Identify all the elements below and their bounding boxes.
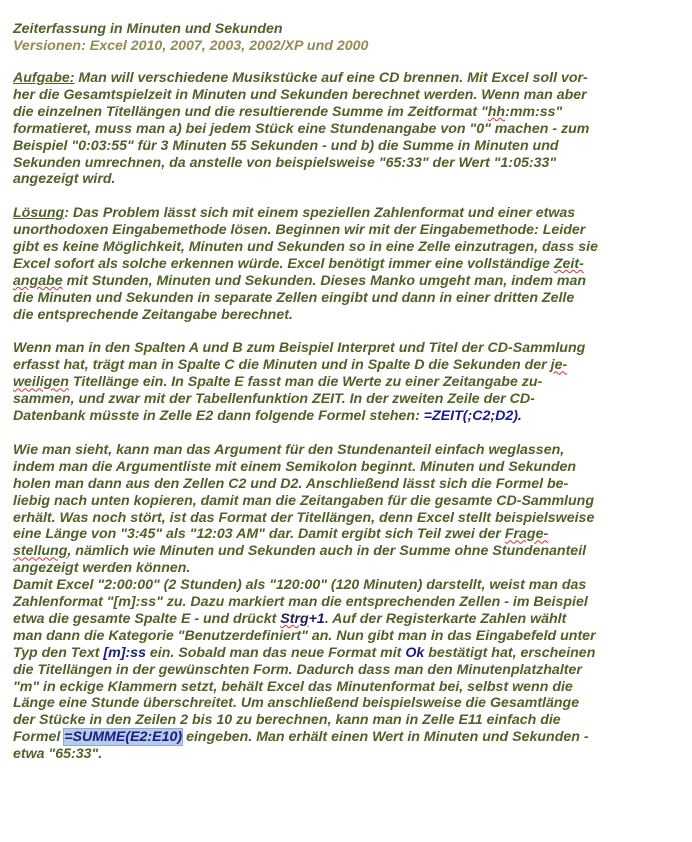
shortcut-key: +1 <box>308 610 325 627</box>
paragraph-gap <box>13 188 673 205</box>
text-line <box>13 273 673 290</box>
text-line: die entsprechende Zeitangabe berechnet. <box>13 306 293 323</box>
text-line: der Stücke in den Zeilen 2 bis 10 zu berechnen, kann man in Zelle E11 einfach die <box>13 712 561 729</box>
text-line: angezeigt wird. <box>13 171 116 188</box>
zeit-paragraph <box>13 340 673 425</box>
text-line: etwa "65:33". <box>13 746 103 763</box>
text-run: etwa die gesamte Spalte E - und drückt <box>13 610 281 627</box>
aufgabe-paragraph <box>13 70 673 188</box>
text-run: erfasst hat, trägt man in Spalte C die Minuten und in Spalte D die Sekunden der <box>13 357 551 374</box>
text-line: indem man die Argumentliste mit einem Semikolon beginnt. Minuten und Sekunden <box>13 458 577 475</box>
text-line: man dann die Kategorie "Benutzerdefiniert" an. Nun gibt man in das Eingabefeld unter <box>13 627 596 644</box>
text-line: erhält. Was noch stört, ist das Format der Titellängen, denn Excel stellt beispielsweise <box>13 509 595 526</box>
text-line: Damit Excel "2:00:00" (2 Stunden) als "120:00" (120 Minuten) darstellt, weist man das <box>13 577 587 594</box>
text-line <box>13 374 673 391</box>
spellcheck-word: stellung <box>13 543 68 560</box>
text-line: Länge eine Stunde überschreitet. Um anschließend beispielsweise die Gesamtlänge <box>13 695 580 712</box>
paragraph-gap <box>13 324 673 341</box>
shortcut-key: Strg <box>280 610 309 627</box>
text-run: , nämlich wie Minuten und Sekunden auch in der Summe ohne Stundenanteil <box>67 543 587 560</box>
format-code: [m]:ss <box>103 644 146 661</box>
loesung-paragraph <box>13 205 673 323</box>
text-line <box>13 408 673 425</box>
spellcheck-word: Frage- <box>504 526 549 543</box>
spellcheck-word: weiligen <box>13 374 69 391</box>
text-run: ein. Sobald man das neue Format mit <box>145 644 406 661</box>
text-line <box>13 357 673 374</box>
text-line <box>13 645 673 662</box>
text-run: Datenbank müsste in Zelle E2 dann folgende Formel stehen: <box>13 408 424 425</box>
document-title: Zeiterfassung in Minuten und Sekunden <box>13 21 283 37</box>
text-line: holen man dann aus den Zellen C2 und D2. Anschließend lässt sich die Formel be- <box>13 475 569 492</box>
document-subtitle: Versionen: Excel 2010, 2007, 2003, 2002/XP und 2000 <box>13 38 369 54</box>
format-paragraph <box>13 442 673 763</box>
text-run: bestätigt hat, erscheinen <box>424 644 596 661</box>
text-line: angezeigt werden können. <box>13 560 191 577</box>
zeit-formula: =ZEIT(;C2;D2). <box>423 408 522 425</box>
text-line: "m" in eckige Klammern setzt, behält Excel das Minutenformat bei, selbst wenn die <box>13 678 573 695</box>
aufgabe-heading: Aufgabe: <box>13 70 75 86</box>
text-run: Excel sofort als solche erkennen würde. Excel benötigt immer eine vollständige <box>13 255 554 272</box>
text-line: formatieret, muss man a) bei jedem Stück eine Stundenangabe von "0" machen - zum <box>13 120 590 137</box>
text-line <box>13 526 673 543</box>
paragraph-gap <box>13 425 673 442</box>
text-line <box>13 543 673 560</box>
text-line: unorthodoxen Eingabemethode lösen. Beginnen wir mit der Eingabemethode: Leider <box>13 222 586 239</box>
text-run: mit Stunden, Minuten und Sekunden. Dieses Manko umgeht man, indem man <box>62 272 587 289</box>
text-run: Man will verschiedene Musikstücke auf eine CD brennen. Mit Excel soll vor- <box>74 70 588 86</box>
text-line <box>13 70 673 87</box>
text-run: . Auf der Registerkarte Zahlen wählt <box>324 610 567 627</box>
text-line: gibt es keine Möglichkeit, Minuten und Sekunden so in eine Zelle einzutragen, dass sie <box>13 239 598 256</box>
text-line: her die Gesamtspielzeit in Minuten und Sekunden berechnet werden. Wenn man aber <box>13 86 587 103</box>
text-line: die Minuten und Sekunden in separate Zellen eingibt und dann in einer dritten Zelle <box>13 289 575 306</box>
text-line <box>13 256 673 273</box>
text-line <box>13 611 673 628</box>
spellcheck-word: hh <box>487 103 506 120</box>
text-line: sammen, und zwar mit der Tabellenfunktion ZEIT. In der zweiten Zeile der CD- <box>13 391 535 408</box>
spellcheck-word: angabe <box>13 272 63 289</box>
text-line <box>13 205 673 222</box>
text-line: die Titellängen in der gewünschten Form. Dadurch dass man den Minutenplatzhalter <box>13 661 582 678</box>
text-line <box>13 729 673 746</box>
text-run: eine Länge von "3:45" als "12:03 AM" dar. Damit ergibt sich Teil zwei der <box>13 526 505 543</box>
text-line: Beispiel "0:03:55" für 3 Minuten 55 Sekunden - und b) die Summe in Minuten und <box>13 137 559 154</box>
text-line: Zahlenformat "[m]:ss" zu. Dazu markiert man die entsprechenden Zellen - im Beispiel <box>13 594 588 611</box>
text-run: eingeben. Man erhält einen Wert in Minuten und Sekunden - <box>182 729 589 746</box>
spellcheck-word: Zeit- <box>553 255 584 272</box>
spellcheck-word: je- <box>550 357 568 374</box>
text-line: Wie man sieht, kann man das Argument für den Stundenanteil einfach weglassen, <box>13 441 565 458</box>
document-body <box>13 70 673 763</box>
summe-formula-selection[interactable]: =SUMME(E2:E10) <box>64 729 183 746</box>
text-line: Wenn man in den Spalten A und B zum Beispiel Interpret und Titel der CD-Sammlung <box>13 340 586 357</box>
text-line: Sekunden umrechnen, da anstelle von beispielsweise "65:33" der Wert "1:05:33" <box>13 154 557 171</box>
text-run: :mm:ss" <box>505 103 563 120</box>
text-line <box>13 104 673 121</box>
text-run: : Das Problem lässt sich mit einem speziellen Zahlenformat und einer etwas <box>64 205 576 222</box>
loesung-heading: Lösung <box>13 205 65 222</box>
ok-label: Ok <box>405 644 425 661</box>
text-run: Formel <box>13 729 65 746</box>
text-run: Typ den Text <box>13 644 104 661</box>
text-line: liebig nach unten kopieren, damit man die Zeitangaben für die gesamte CD-Sammlung <box>13 492 594 509</box>
text-run: die einzelnen Titellängen und die resultierende Summe im Zeitformat " <box>13 103 488 120</box>
text-run: Titellänge ein. In Spalte E fasst man die Werte zu einer Zeitangabe zu- <box>68 374 543 391</box>
